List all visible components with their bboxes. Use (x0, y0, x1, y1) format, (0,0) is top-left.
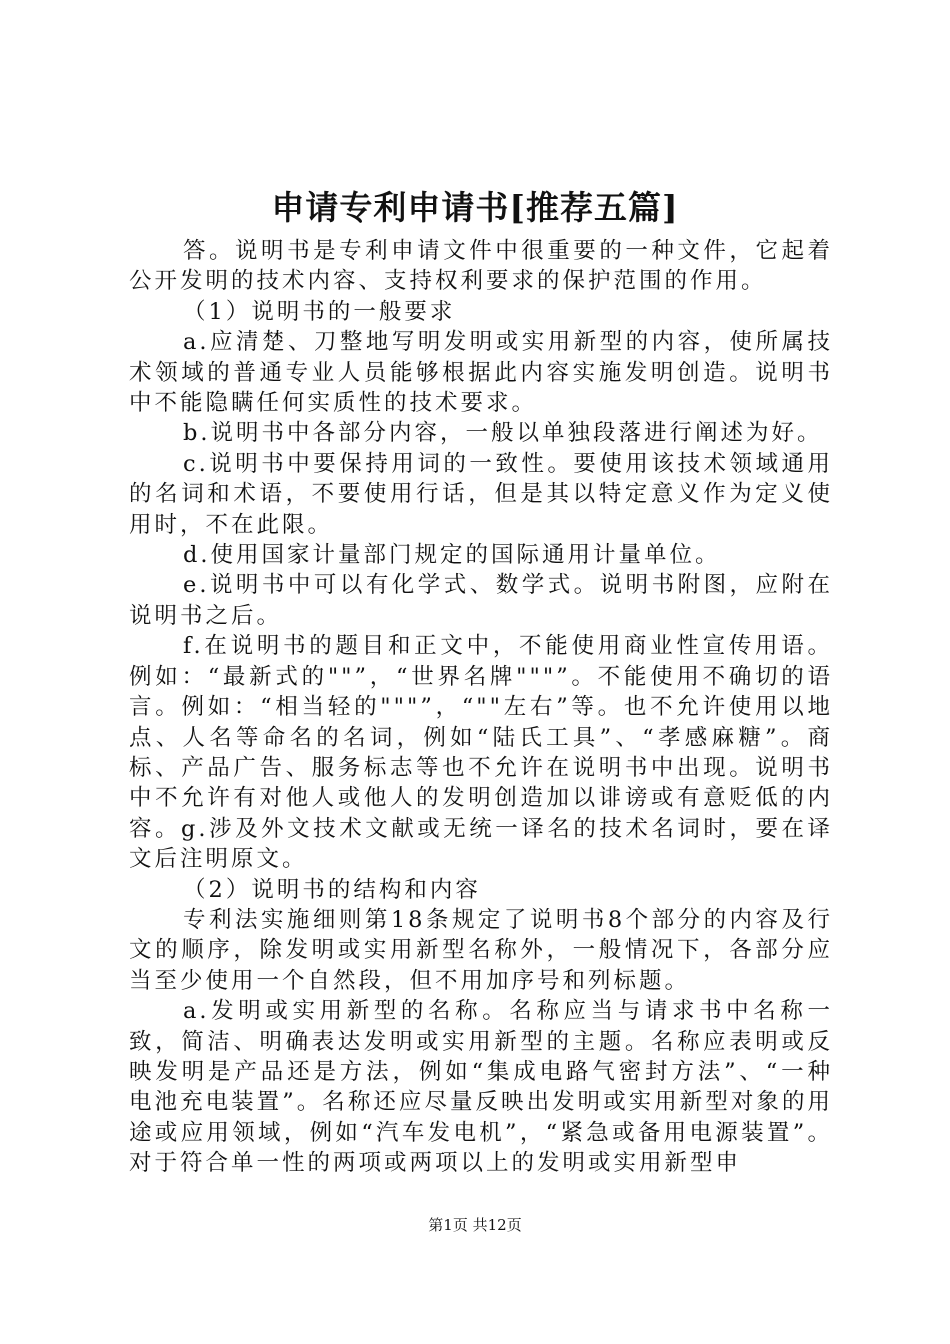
body-paragraph: e.说明书中可以有化学式、数学式。说明书附图，应附在说明书之后。 (129, 572, 833, 629)
body-paragraph: a.发明或实用新型的名称。名称应当与请求书中名称一致，简洁、明确表达发明或实用新型的主题。名称应表明或反映发明是产品还是方法，例如“集成电路气密封方法”、“一种电池充电装置”。名称还应尽量反映出发明或实用新型对象的用途或应用领域，例如“汽车发电机”，“紧急或备用电源装置”。对于符合单一性的两项或两项以上的发明或实用新型申 (129, 998, 833, 1177)
body-paragraph: 专利法实施细则第18条规定了说明书8个部分的内容及行文的顺序，除发明或实用新型名称外，一般情况下，各部分应当至少使用一个自然段，但不用加序号和列标题。 (129, 906, 833, 994)
section-heading: （1）说明书的一般要求 (183, 298, 456, 325)
page-footer: 第1页 共12页 (428, 1216, 522, 1234)
body-paragraph: 答。说明书是专利申请文件中很重要的一种文件，它起着公开发明的技术内容、支持权利要求的保护范围的作用。 (129, 238, 833, 295)
body-paragraph: f.在说明书的题目和正文中，不能使用商业性宣传用语。例如：“最新式的""”，“世界名牌"""”。不能使用不确切的语言。例如：“相当轻的"""”，“""左右”等。也不允许使用以地点、人名等命名的名词，例如“陆氏工具”、“孝感麻糖”。商标、产品广告、服务标志等也不允许在说明书中出现。说明书中不允许有对他人或他人的发明创造加以诽谤或有意贬低的内容。g.涉及外文技术文献或无统一译名的技术名词时，要在译文后注明原文。 (129, 633, 833, 873)
section-heading: （2）说明书的结构和内容 (183, 876, 481, 903)
body-paragraph: a.应清楚、刀整地写明发明或实用新型的内容，使所属技术领域的普通专业人员能够根据此内容实施发明创造。说明书中不能隐瞒任何实质性的技术要求。 (129, 329, 833, 417)
document-body (129, 236, 833, 1179)
body-paragraph: b.说明书中各部分内容，一般以单独段落进行阐述为好。 (183, 420, 823, 447)
body-paragraph: c.说明书中要保持用词的一致性。要使用该技术领域通用的名词和术语，不要使用行话，但是其以特定意义作为定义使用时，不在此限。 (129, 450, 833, 538)
document-title: 申请专利申请书[推荐五篇] (271, 188, 679, 227)
body-paragraph: d.使用国家计量部门规定的国际通用计量单位。 (183, 542, 721, 569)
